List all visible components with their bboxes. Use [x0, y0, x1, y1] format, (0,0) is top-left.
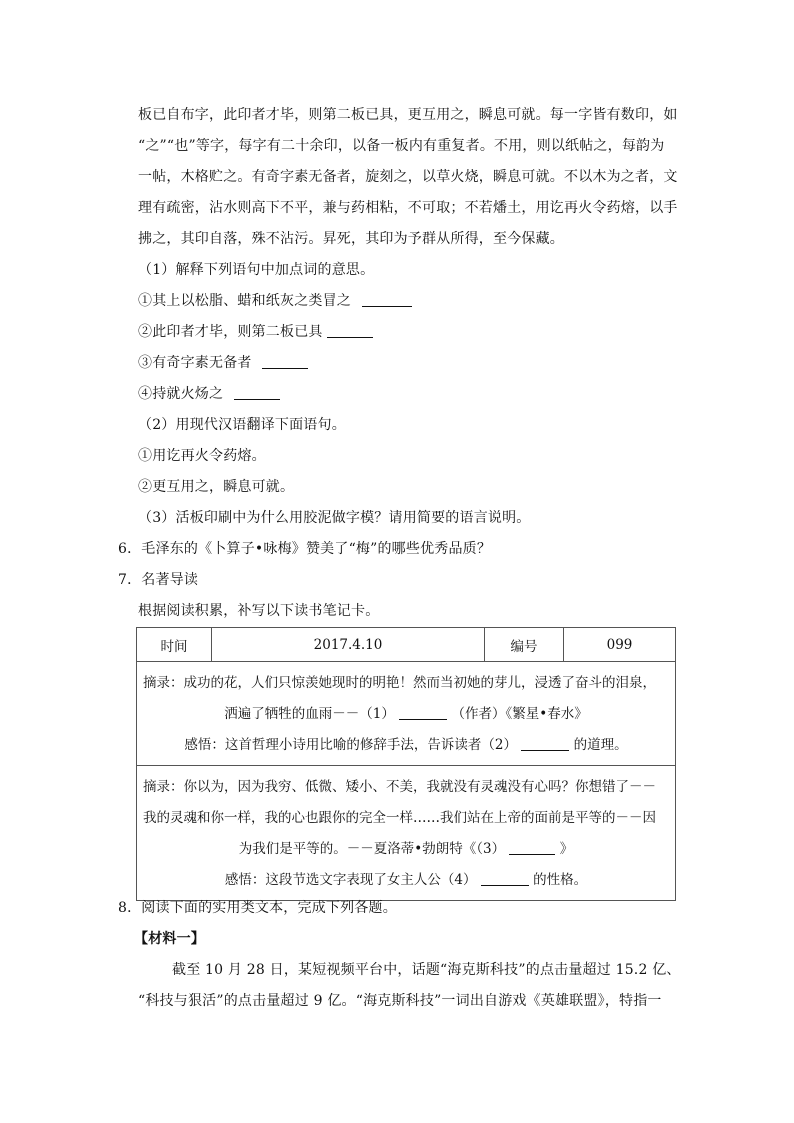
- answer-blank[interactable]: [327, 323, 373, 338]
- excerpt-text: （作者）《繁星•春水》: [451, 706, 588, 722]
- reading-note-card: [136, 627, 676, 901]
- material-one-label: 【材料一】: [134, 931, 205, 947]
- excerpt-text: 为我们是平等的。－－夏洛蒂•勃朗特《（3）: [238, 841, 506, 857]
- passage-line: 拂之，其印自落，殊不沾污。昇死，其印为予群从所得，至今保藏。: [138, 231, 564, 247]
- q5-item-2: [138, 321, 678, 341]
- answer-blank[interactable]: [234, 385, 280, 400]
- question-7-instruction: 根据阅读积累，补写以下读书笔记卡。: [138, 603, 380, 619]
- answer-blank[interactable]: [521, 736, 569, 751]
- passage-line: 一帖，木格贮之。有奇字素无备者，旋刻之，以草火烧，瞬息可就。不以木为之者，文: [138, 169, 678, 185]
- q5-item-1: [138, 290, 678, 310]
- passage-line: 板已自布字，此印者才毕，则第二板已具，更互用之，瞬息可就。每一字皆有数印，如: [138, 107, 678, 123]
- excerpt-text: 洒遍了牺牲的血雨－－（1）: [224, 706, 395, 722]
- insight-text: 感悟：这首哲理小诗用比喻的修辞手法，告诉读者（2）: [184, 737, 517, 753]
- excerpt-2-line-1: 摘录：你以为，因为我穷、低微、矮小、不美，我就没有灵魂没有心吗？你想错了－－: [143, 779, 656, 795]
- insight-text: 感悟：这段节选文字表现了女主人公（4）: [224, 872, 477, 888]
- number-value: 099: [564, 628, 676, 662]
- answer-blank[interactable]: [399, 705, 447, 720]
- q5-item-text: ①其上以松脂、蜡和纸灰之类冒之: [138, 293, 351, 309]
- q5-item-text: ②此印者才毕，则第二板已具: [138, 324, 323, 340]
- insight-1: [143, 730, 669, 761]
- note-card-entry-1: [137, 662, 676, 766]
- q5-part3: （3）活板印刷中为什么用胶泥做字模？请用简要的语言说明。: [138, 510, 531, 526]
- answer-blank[interactable]: [262, 354, 308, 369]
- q5-part1: （1）解释下列语句中加点词的意思。: [138, 262, 375, 278]
- q5-translate-2: ②更互用之，瞬息可就。: [138, 479, 295, 495]
- note-card-header-row: [137, 628, 676, 662]
- answer-blank[interactable]: [481, 871, 529, 886]
- excerpt-2-line-3: [143, 834, 669, 865]
- insight-2: [143, 865, 669, 896]
- question-8-title: 8．阅读下面的实用类文本，完成下列各题。: [118, 900, 397, 916]
- answer-blank[interactable]: [362, 292, 412, 307]
- excerpt-2-line-2: 我的灵魂和你一样，我的心也跟你的完全一样……我们站在上帝的面前是平等的－－因: [143, 810, 656, 826]
- material-line: 截至 10 月 28 日，某短视频平台中，话题“海克斯科技”的点击量超过 15.2 亿、: [172, 962, 681, 978]
- excerpt-1-line-2: [143, 699, 669, 730]
- time-label: 时间: [137, 628, 212, 662]
- question-7-title: 7．名著导读: [118, 572, 199, 588]
- passage-line: 理有疏密，沾水则高下不平，兼与药相粘，不可取；不若燔土，用讫再火令药熔，以手: [138, 200, 678, 216]
- insight-text: 的性格。: [533, 872, 588, 888]
- answer-blank[interactable]: [509, 840, 555, 855]
- material-line: “科技与狠活”的点击量超过 9 亿。“海克斯科技”一词出自游戏《英雄联盟》，特指一: [138, 993, 662, 1009]
- q5-item-text: ③有奇字素无备者: [138, 355, 252, 371]
- q5-item-3: [138, 352, 678, 372]
- note-card-entry-2: [137, 766, 676, 901]
- q5-translate-1: ①用讫再火令药熔。: [138, 448, 266, 464]
- q5-item-4: [138, 383, 678, 403]
- time-value: 2017.4.10: [212, 628, 485, 662]
- q5-part2: （2）用现代汉语翻译下面语句。: [138, 417, 346, 433]
- number-label: 编号: [485, 628, 564, 662]
- insight-text: 的道理。: [573, 737, 628, 753]
- question-6: 6．毛泽东的《卜算子•咏梅》赞美了“梅”的哪些优秀品质？: [118, 541, 492, 557]
- excerpt-text: 》: [559, 841, 574, 857]
- excerpt-1-line-1: 摘录：成功的花，人们只惊羡她现时的明艳！然而当初她的芽儿，浸透了奋斗的泪泉，: [143, 675, 656, 691]
- q5-item-text: ④持就火炀之: [138, 386, 224, 402]
- passage-line: “之”“也”等字，每字有二十余印，以备一板内有重复者。不用，则以纸帖之，每韵为: [138, 138, 665, 154]
